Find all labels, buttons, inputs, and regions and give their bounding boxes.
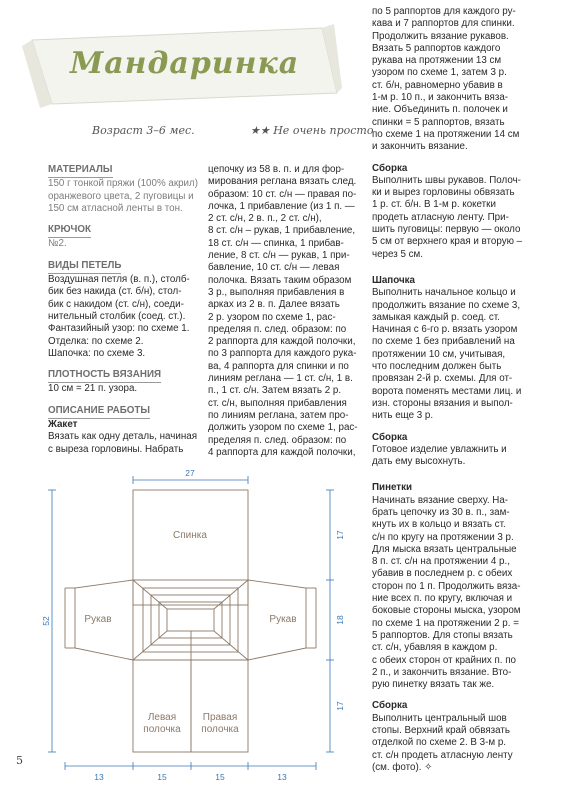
difficulty-label: ★★ Не очень просто (250, 124, 374, 137)
col2-line: пределяя п. след. образом: по (208, 323, 347, 335)
hat-line: провязан 2-й р. схемы. Для от- (372, 373, 513, 385)
assembly-line: ст. с/н продеть атласную ленту (372, 749, 513, 761)
hat-line: ворота поменять местами лиц. и (372, 385, 522, 397)
materials-line: 150 г тонкой пряжи (100% акрил) (48, 178, 199, 190)
col2-line: ст. с/н, выполняя прибавления (208, 397, 347, 409)
booties-line: убавив в последнем р. с обеих (372, 568, 513, 580)
materials-line: 150 см атласной ленты в тон. (48, 202, 183, 214)
page-number: 5 (16, 754, 23, 767)
col2-line: полочка. Вязать таким образом (208, 274, 352, 286)
booties-line: ние всех п. по кругу, включая и (372, 593, 513, 605)
col3-line: по 5 раппортов для каждого ру- (372, 6, 516, 17)
dim-bottom-1: 13 (94, 772, 104, 782)
assembly-line: через 5 см. (372, 248, 423, 260)
assembly-line: 1 р. ст. б/н. В 1-м р. кокетки (372, 199, 496, 211)
hat-line: изн. стороны вязания и выпол- (372, 397, 513, 409)
col2-line: образом: 10 ст. с/н — правая по- (208, 188, 357, 200)
col2-line: ва, 4 раппорта для спинки и по (208, 360, 349, 372)
assembly-line: Выполнить швы рукавов. Полоч- (372, 174, 521, 186)
col2-line: 2 ст. с/н, 2 в. п., 2 ст. с/н), (208, 213, 322, 225)
assembly-line: 5 см от верхнего края и вторую – (372, 236, 523, 248)
hat-line: нить еще 3 р. (372, 410, 434, 422)
col2-line: 4 раппорта для каждой полочки, (208, 446, 356, 458)
booties-line: 8 п. ст. с/н на протяжении 4 р., (372, 556, 510, 568)
hat-line: по схеме 1 без прибавлений на (372, 336, 515, 348)
hat-section (372, 275, 532, 423)
assembly-line: стопы. Верхний край обвязать (372, 725, 510, 737)
right-front-label-1: Правая (202, 712, 238, 723)
col2-line: 2 раппорта для каждой полочки, (208, 336, 356, 348)
booties-line: с/н по кругу на протяжении 3 р. (372, 531, 514, 543)
hat-line: протяжении 10 см, учитывая, (372, 348, 506, 360)
col3-line: спинки = 5 раппортов, вязать (372, 116, 505, 128)
col2-line: п., 1 ст. с/н. Затем вязать 2 р. (208, 385, 342, 397)
materials-line: оранжевого цвета, 2 пуговицы и (48, 190, 194, 202)
dim-bottom-3: 15 (215, 772, 225, 782)
hook-section (48, 224, 200, 251)
assembly-line: Готовое изделие увлажнить и (372, 443, 507, 455)
age-label: Возраст 3–6 мес. (92, 124, 195, 137)
assembly-heading: Сборка (372, 700, 408, 712)
stitches-line: бик без накида (ст. б/н), стол- (48, 286, 182, 298)
hook-value: №2. (48, 238, 67, 250)
booties-line: боковые стороны мыска, узором (372, 605, 521, 617)
assembly-line: продеть атласную ленту. При- (372, 211, 509, 223)
col2-line: 2 р. узором по схеме 1, рас- (208, 311, 336, 323)
stitches-heading: ВИДЫ ПЕТЕЛЬ (48, 260, 121, 274)
hook-heading: КРЮЧОК (48, 224, 91, 238)
gauge-heading: ПЛОТНОСТЬ ВЯЗАНИЯ (48, 369, 161, 383)
booties-line: ст. с/н, убавляя в каждом р. (372, 642, 498, 654)
stitches-line: нительный столбик (соед. ст.). (48, 310, 186, 322)
col3-line: рукава на протяжении 13 см (372, 55, 502, 67)
hat-line: замыкая каждый р. соед. ст. (372, 311, 500, 323)
assembly-section-2 (372, 432, 532, 469)
description-section (48, 405, 200, 456)
dim-top: 27 (185, 470, 195, 478)
materials-section (48, 164, 200, 215)
col3-line: 1-м р. 10 п., и закончить вяза- (372, 92, 509, 104)
assembly-heading: Сборка (372, 431, 408, 443)
col2-line: по линиям реглана, затем про- (208, 409, 349, 421)
col3-intro (372, 6, 532, 154)
stitches-line: Шапочка: по схеме 3. (48, 347, 146, 359)
col2-line: лочка, 1 прибавление (из 1 п. — (208, 200, 355, 212)
stitches-section (48, 260, 200, 360)
col2-line: 18 ст. с/н — спинка, 1 прибав- (208, 237, 344, 249)
column-3 (372, 6, 532, 774)
jacket-subheading: Жакет (48, 419, 78, 431)
dim-right-top: 17 (335, 530, 345, 540)
col3-line: и закончить вязание. (372, 141, 468, 153)
booties-section (372, 482, 532, 691)
booties-line: по схеме 1 на протяжении 2 р. = (372, 617, 519, 629)
assembly-line: Выполнить центральный шов (372, 712, 507, 724)
booties-line: 2 п., и закончить вязание. Вто- (372, 666, 512, 678)
booties-line: сторон по 1 п. Продолжить вяза- (372, 580, 521, 592)
booties-line: рую пинетку вязать так же. (372, 679, 495, 691)
col3-line: ст. б/н, равномерно убавив в (372, 79, 503, 91)
col2-line: линиям реглана — 1 ст. с/н, 1 в. (208, 373, 353, 385)
col3-line: Продолжить вязание рукавов. (372, 30, 509, 42)
booties-line: брать цепочку из 30 в. п., зам- (372, 506, 510, 518)
right-sleeve-label: Рукав (269, 614, 297, 625)
stitches-line: Фантазийный узор: по схеме 1. (48, 323, 190, 335)
column-2 (208, 164, 364, 459)
stitches-line: Воздушная петля (в. п.), столб- (48, 274, 190, 286)
back-label: Спинка (173, 530, 207, 541)
booties-line: Начинать вязание сверху. На- (372, 494, 509, 506)
dim-right-mid: 18 (335, 615, 345, 625)
description-heading: ОПИСАНИЕ РАБОТЫ (48, 405, 150, 419)
hat-line: Начиная с 6-го р. вязать узором (372, 324, 518, 336)
right-front-label-2: полочка (201, 724, 239, 735)
hat-line: Выполнить начальное кольцо и (372, 287, 516, 299)
hat-line: что последним должен быть (372, 361, 502, 373)
hat-line: продолжить вязание по схеме 3, (372, 299, 521, 311)
hat-heading: Шапочка (372, 274, 415, 286)
booties-line: 5 раппортов. Для стопы вязать (372, 629, 513, 641)
booties-line: с обеих сторон от крайних п. по (372, 654, 516, 666)
col2-line: бавление, 10 ст. с/н — левая (208, 262, 340, 274)
left-front-label-1: Левая (147, 712, 177, 723)
dim-bottom-4: 13 (277, 772, 287, 782)
assembly-line: ки и вырез горловины обвязать (372, 187, 515, 199)
assembly-section-1 (372, 163, 532, 261)
col3-line: узором по схеме 1, затем 3 р. (372, 67, 507, 79)
col3-line: Вязать 5 раппортов каждого (372, 42, 501, 54)
booties-line: Для мыска вязать центральные (372, 543, 517, 555)
stitches-line: Отделка: по схеме 2. (48, 335, 144, 347)
left-front-label-2: полочка (143, 724, 181, 735)
assembly-line: шить пуговицы: первую — около (372, 224, 521, 236)
col2-line: должить узором по схеме 1, рас- (208, 422, 358, 434)
col2-line: 3 р., выполняя прибавления в (208, 286, 345, 298)
col2-line: мирования реглана вязать след. (208, 176, 357, 188)
col2-line: ление, 8 ст. с/н — рукав, 1 при- (208, 250, 350, 262)
col2-line: пределяя п. след. образом: по (208, 434, 347, 446)
dim-height: 52 (41, 616, 51, 626)
materials-heading: МАТЕРИАЛЫ (48, 164, 113, 178)
booties-line: кнуть их в кольцо и вязать ст. (372, 519, 506, 531)
description-line: Вязать как одну деталь, начиная (48, 431, 198, 443)
col3-line: кава и 7 раппортов для спинки. (372, 18, 515, 30)
col2-line: 8 ст. с/н – рукав, 1 прибавление, (208, 225, 356, 237)
booties-heading: Пинетки (372, 482, 413, 494)
col3-line: по схеме 1 на протяжении 14 см (372, 128, 520, 140)
assembly-line: отделкой по схеме 2. В 3-м р. (372, 737, 506, 749)
dim-right-bottom: 17 (335, 701, 345, 711)
assembly-heading: Сборка (372, 162, 408, 174)
assembly-section-3 (372, 700, 532, 774)
col2-line: по 3 раппорта для каждого рука- (208, 348, 357, 360)
dim-bottom-2: 15 (157, 772, 167, 782)
assembly-line: (см. фото). ✧ (372, 761, 433, 773)
left-sleeve-label: Рукав (84, 614, 112, 625)
assembly-line: дать ему высохнуть. (372, 456, 466, 468)
jacket-schematic (0, 470, 345, 800)
col3-line: ние. Объединить п. полочек и (372, 104, 508, 116)
stitches-line: бик с накидом (ст. с/н), соеди- (48, 298, 184, 310)
column-1 (48, 164, 200, 456)
gauge-section (48, 369, 200, 396)
col2-line: арках из 2 в. п. Далее вязать (208, 299, 340, 311)
col2-line: цепочку из 58 в. п. и для фор- (208, 164, 345, 175)
page-title: Мандаринка (70, 46, 300, 81)
description-line: с выреза горловины. Набрать (48, 443, 184, 455)
gauge-value: 10 см = 21 п. узора. (48, 383, 138, 395)
